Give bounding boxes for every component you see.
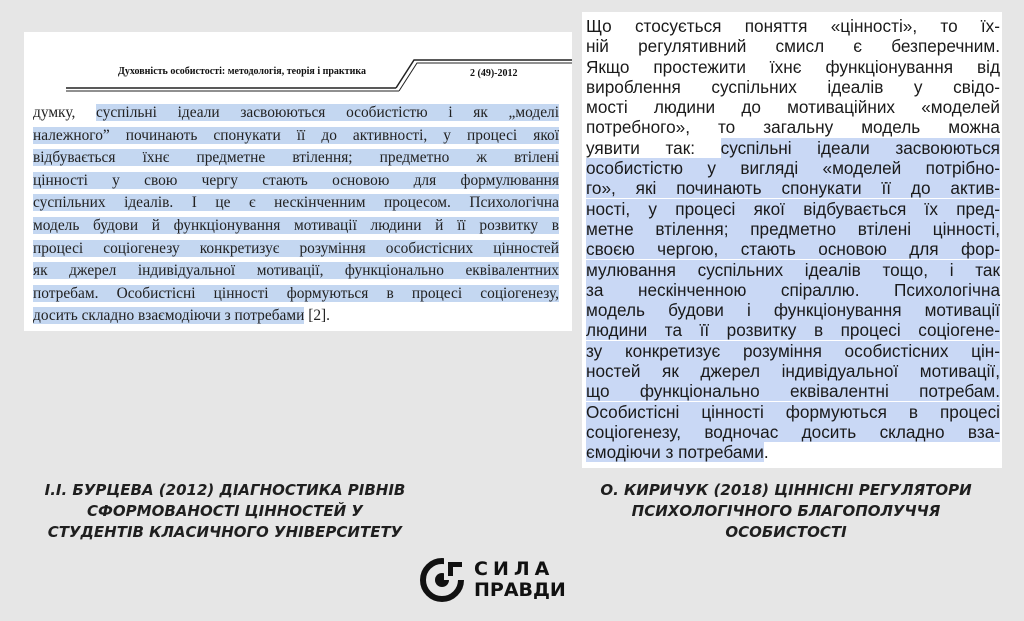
text-line [33,238,559,261]
highlighted-text: Особистісні цінності формуються в процесі [586,401,1000,422]
text-line [586,138,1000,158]
text-line [586,320,1000,340]
plain-text: . [763,442,769,463]
highlighted-text: модель будови й функціонування мотивації людини й її розвитку в [33,216,559,234]
highlighted-text: своєю чергою, стають основою для фор- [586,239,1000,260]
text-line [586,36,1000,56]
text-line [586,158,1000,178]
plain-text: вироблення суспільних ідеалів у свідо- [586,76,1000,97]
highlighted-text: людини та її розвитку в процесі соціогене- [586,320,1000,341]
text-line [586,361,1000,381]
text-line [586,260,1000,280]
left-document-text [33,102,559,328]
highlighted-text: особистістю у вигляді «моделей потрібно- [586,158,1000,179]
text-line [586,341,1000,361]
highlighted-text: відбувається їхнє предметне втілення; предметно ж втілені [33,149,559,167]
highlighted-text: ності, у процесі якої відбувається їх пред- [586,198,1000,219]
text-line [33,192,559,215]
logo-word-sila: СИЛА [474,558,555,580]
highlighted-text: належного” починають спонукати її до активності, у процесі якої [33,126,559,144]
highlighted-text: зу конкретизує розуміння особистісних цін- [586,340,1000,361]
highlighted-text: суспільних ідеалів. І це є нескінченним процесом. Психологічна [33,194,559,212]
highlighted-text: ностей як джерел індивідуальної мотивації, [586,361,1000,382]
text-line [586,97,1000,117]
journal-issue: 2 (49)-2012 [470,68,518,79]
text-line [586,16,1000,36]
caption-left: І.І. БУРЦЕВА (2012) ДІАГНОСТИКА РІВНІВ СФОРМОВАНОСТІ ЦІННОСТЕЙ У СТУДЕНТІВ КЛАСИЧНОГО УНІВЕРСИТЕТУ [44,481,406,541]
highlighted-text: за нескінченною спіраллю. Психологічна [586,279,1000,300]
text-line [586,239,1000,259]
sila-pravdy-logo [420,556,590,606]
right-document-text [586,16,1000,463]
plain-text: мості людини до мотиваційних «моделей [586,97,1000,118]
caption-right: О. КИРИЧУК (2018) ЦІННІСНІ РЕГУЛЯТОРИ ПСИХОЛОГІЧНОГО БЛАГОПОЛУЧЧЯ ОСОБИСТОСТІ [600,481,972,541]
text-line [33,283,559,306]
highlighted-text: суспільні ідеали засвоюються особистістю і як „моделі [96,104,559,121]
plain-text: Якщо простежити їхнє функціонування від [586,56,1000,77]
highlighted-text: соціогенезу, водночас досить складно вза- [586,421,1000,442]
highlighted-text: го», які починають спонукати її до актив- [586,178,1000,199]
journal-header: Духовність особистості: методологія, теорія і практика [118,66,366,77]
text-line [586,77,1000,97]
plain-text: [2]. [304,307,331,325]
text-line [586,402,1000,422]
text-line [586,178,1000,198]
text-line [33,260,559,283]
text-line [586,442,1000,462]
highlighted-text: метне втілення; предметно втілені цінності, [586,218,1000,239]
highlighted-text: як джерел індивідуальної мотивації, функціонально еквівалентних [33,262,559,280]
plain-text: уявити так: [586,137,721,158]
plain-text: Що стосується поняття «цінності», то їх- [586,16,1000,36]
right-document-scan [582,12,1002,468]
text-line [586,280,1000,300]
text-line [586,57,1000,77]
text-line [33,102,559,125]
text-line [33,215,559,238]
logo-word-pravdy: ПРАВДИ [474,579,566,601]
text-line [586,381,1000,401]
highlighted-text: ємодіючи з потребами [586,442,764,463]
text-line [586,199,1000,219]
left-document-scan [24,32,572,331]
highlighted-text: модель будови і функціонування мотивації [586,300,1000,321]
text-line [586,300,1000,320]
plain-text: потребного», то загальну модель можна [586,117,1000,138]
logo-mark-icon [420,556,470,606]
text-line [586,117,1000,137]
text-line [33,125,559,148]
highlighted-text: мулювання суспільних ідеалів тощо, і так [586,259,1000,280]
plain-text: ній регулятивний смисл є безперечним. [586,36,1000,57]
highlighted-text: що функціонально еквівалентні потребам. [586,381,1000,402]
highlighted-text: потребам. Особистісні цінності формуються в процесі соціогенезу, [33,284,559,302]
text-line [33,170,559,193]
highlighted-text: цінності у свою чергу стають основою для формулювання [33,171,559,189]
text-line [586,219,1000,239]
text-line [33,147,559,170]
plain-text: думку, [33,104,97,121]
highlighted-text: суспільні ідеали засвоюються [720,137,1000,158]
text-line [586,422,1000,442]
text-line [33,305,559,328]
highlighted-text: процесі соціогенезу конкретизує розуміння особистісних цінностей [33,239,559,257]
highlighted-text: досить складно взаємодіючи з потребами [33,307,305,325]
